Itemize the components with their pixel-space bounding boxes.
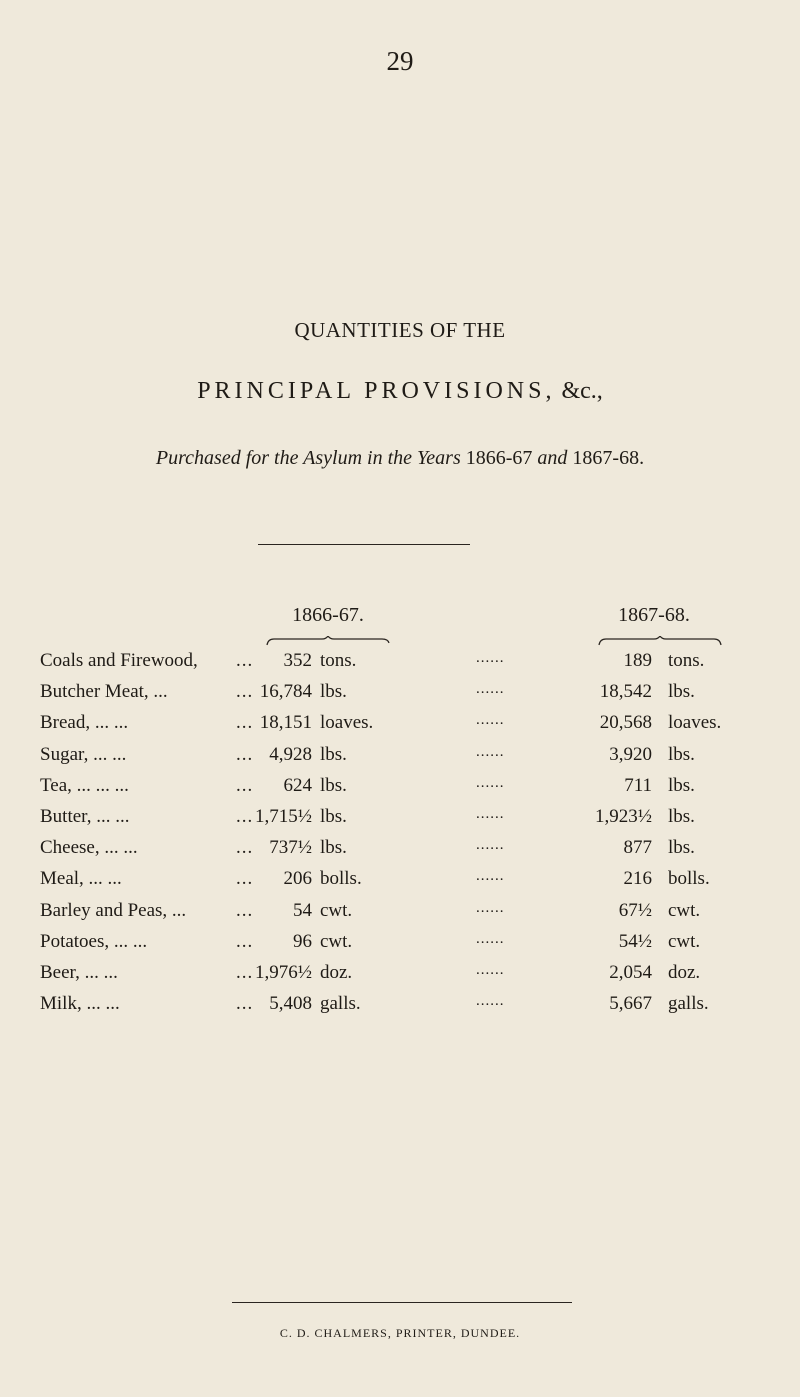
title-line-2 xyxy=(0,378,800,405)
unit-1866-67: cwt. xyxy=(320,930,353,952)
leader-dots: ...... xyxy=(476,743,505,760)
leader-dots: ...... xyxy=(476,681,505,698)
brace-icon xyxy=(598,636,722,646)
quantity-1867-68: 1,923½ xyxy=(595,806,652,827)
leader-dots: ... xyxy=(236,962,254,983)
item-label: Coals and Firewood, xyxy=(40,650,198,671)
item-label: Potatoes, ... ... xyxy=(40,930,148,952)
quantity-1866-67: 96 xyxy=(293,930,312,952)
unit-1867-68: lbs. xyxy=(668,837,695,859)
subtitle-year-2: 1867-68. xyxy=(572,447,645,469)
table-row xyxy=(0,900,800,930)
quantity-1867-68: 67½ xyxy=(618,899,652,921)
quantity-1867-68: 711 xyxy=(624,774,652,796)
leader-dots: ...... xyxy=(476,930,505,947)
leader-dots: ... xyxy=(236,650,254,671)
subtitle xyxy=(0,447,800,470)
unit-1866-67: galls. xyxy=(320,993,361,1015)
leader-dots: ... xyxy=(236,774,254,796)
unit-1866-67: loaves. xyxy=(320,712,374,734)
item-label: Butter, ... ... xyxy=(40,806,130,827)
unit-1867-68: galls. xyxy=(668,993,709,1015)
subtitle-and: and xyxy=(532,447,573,469)
table-row xyxy=(0,931,800,961)
unit-1867-68: bolls. xyxy=(668,868,710,890)
unit-1866-67: doz. xyxy=(320,962,353,983)
subtitle-intro: Purchased for the Asylum in the Years xyxy=(155,447,466,469)
unit-1867-68: doz. xyxy=(668,962,701,983)
quantity-1867-68: 877 xyxy=(623,837,652,859)
quantity-1866-67: 737½ xyxy=(269,837,312,859)
column-header-1866-67: 1866-67. xyxy=(292,604,364,626)
item-label: Cheese, ... ... xyxy=(40,837,138,859)
leader-dots: ... xyxy=(236,868,254,890)
leader-dots: ...... xyxy=(476,650,505,666)
unit-1867-68: cwt. xyxy=(668,899,701,921)
leader-dots: ...... xyxy=(476,837,505,854)
quantity-1866-67: 206 xyxy=(283,868,312,890)
leader-dots: ... xyxy=(236,899,254,921)
leader-dots: ... xyxy=(236,806,254,827)
brace-icon xyxy=(266,636,390,646)
quantity-1866-67: 1,715½ xyxy=(255,806,312,827)
unit-1866-67: lbs. xyxy=(320,837,347,859)
item-label: Meal, ... ... xyxy=(40,868,122,890)
item-label: Sugar, ... ... xyxy=(40,743,127,765)
item-label: Bread, ... ... xyxy=(40,712,129,734)
top-rule xyxy=(258,544,470,545)
leader-dots: ... xyxy=(236,837,254,859)
unit-1866-67: cwt. xyxy=(320,899,353,921)
unit-1866-67: lbs. xyxy=(320,681,347,703)
unit-1866-67: lbs. xyxy=(320,774,347,796)
quantity-1867-68: 18,542 xyxy=(599,681,652,703)
unit-1867-68: lbs. xyxy=(668,806,695,827)
quantity-1866-67: 1,976½ xyxy=(255,962,312,983)
leader-dots: ...... xyxy=(476,899,505,916)
quantity-1866-67: 54 xyxy=(293,899,312,921)
quantity-1867-68: 20,568 xyxy=(599,712,652,734)
leader-dots: ...... xyxy=(476,868,505,885)
unit-1866-67: lbs. xyxy=(320,743,347,765)
leader-dots: ... xyxy=(236,712,254,734)
unit-1867-68: lbs. xyxy=(668,774,695,796)
leader-dots: ...... xyxy=(476,774,505,791)
page-number: 29 xyxy=(386,46,414,76)
leader-dots: ... xyxy=(236,993,254,1015)
unit-1867-68: loaves. xyxy=(668,712,722,734)
item-label: Barley and Peas, ... xyxy=(40,899,187,921)
item-label: Butcher Meat, ... xyxy=(40,681,168,703)
leader-dots: ... xyxy=(236,743,254,765)
table-row xyxy=(0,712,800,742)
item-label: Milk, ... ... xyxy=(40,993,120,1015)
table-row xyxy=(0,993,800,1023)
leader-dots: ... xyxy=(236,930,254,952)
quantity-1866-67: 16,784 xyxy=(259,681,312,703)
quantity-1866-67: 624 xyxy=(283,774,312,796)
table-row xyxy=(0,806,800,836)
unit-1866-67: lbs. xyxy=(320,806,347,827)
column-header-1867-68: 1867-68. xyxy=(618,604,690,626)
quantity-1866-67: 18,151 xyxy=(259,712,312,734)
quantity-1867-68: 54½ xyxy=(618,930,652,952)
bottom-rule xyxy=(232,1302,572,1303)
quantity-1866-67: 4,928 xyxy=(269,743,312,765)
printer-imprint: C. D. CHALMERS, PRINTER, DUNDEE. xyxy=(279,1326,521,1340)
leader-dots: ...... xyxy=(476,993,505,1010)
unit-1866-67: tons. xyxy=(320,650,357,671)
quantity-1867-68: 3,920 xyxy=(609,743,652,765)
quantity-1867-68: 2,054 xyxy=(609,962,652,983)
table-row xyxy=(0,650,800,680)
leader-dots: ...... xyxy=(476,712,505,729)
quantity-1867-68: 5,667 xyxy=(609,993,652,1015)
table-row xyxy=(0,681,800,711)
leader-dots: ... xyxy=(236,681,254,703)
quantity-1866-67: 352 xyxy=(283,650,312,671)
item-label: Tea, ... ... ... xyxy=(40,774,129,796)
unit-1867-68: tons. xyxy=(668,650,705,671)
leader-dots: ...... xyxy=(476,806,505,822)
table-row xyxy=(0,837,800,867)
subtitle-year-1: 1866-67 xyxy=(465,447,533,469)
unit-1866-67: bolls. xyxy=(320,868,362,890)
item-label: Beer, ... ... xyxy=(40,962,118,983)
title-etc: &c., xyxy=(555,378,603,404)
quantity-1867-68: 189 xyxy=(623,650,652,671)
table-row xyxy=(0,962,800,992)
title-line-1: QUANTITIES OF THE xyxy=(294,318,506,342)
title-main-words: PRINCIPAL PROVISIONS, xyxy=(197,378,556,404)
quantity-1867-68: 216 xyxy=(623,868,652,890)
leader-dots: ...... xyxy=(476,962,505,978)
unit-1867-68: lbs. xyxy=(668,681,695,703)
unit-1867-68: cwt. xyxy=(668,930,701,952)
quantity-1866-67: 5,408 xyxy=(269,993,312,1015)
table-row xyxy=(0,868,800,898)
unit-1867-68: lbs. xyxy=(668,743,695,765)
table-row xyxy=(0,775,800,805)
table-row xyxy=(0,744,800,774)
